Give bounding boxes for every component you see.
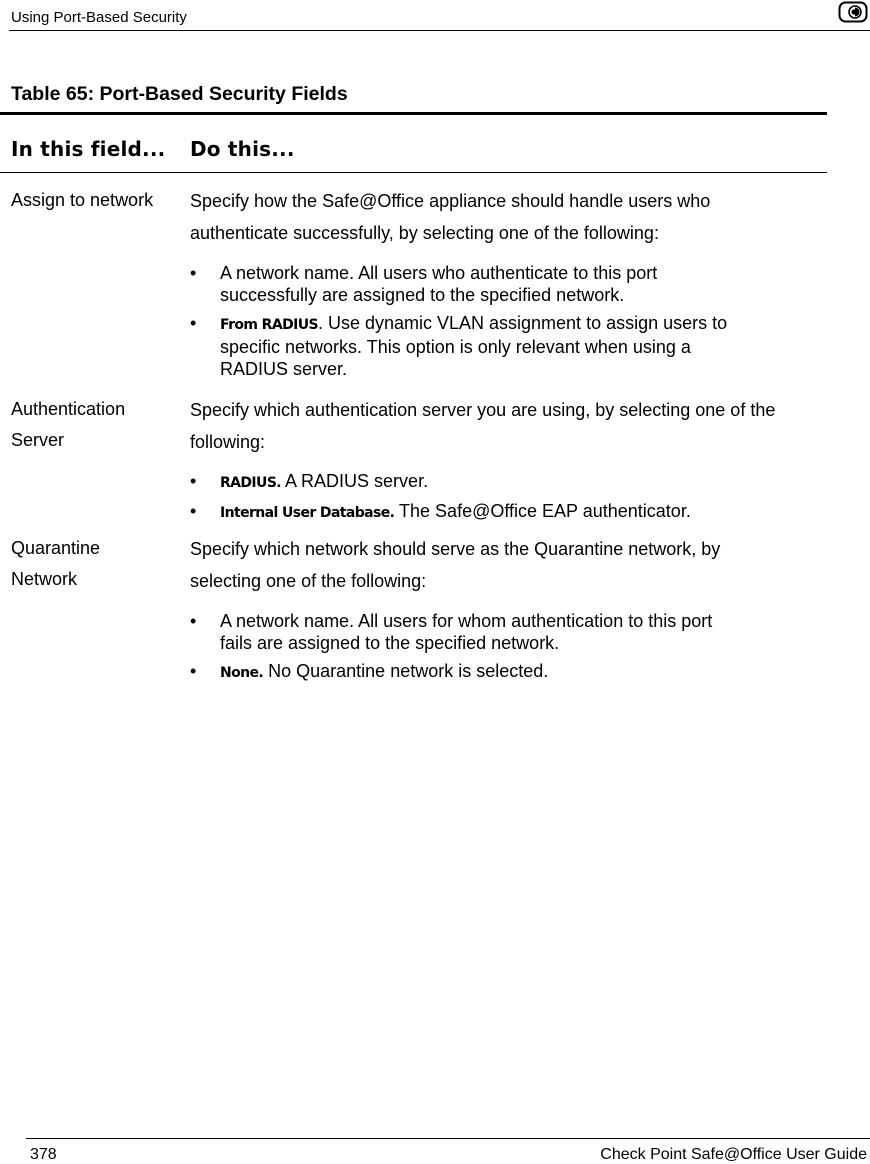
options-list-authentication-server bbox=[190, 470, 810, 530]
field-assign-to-network: Assign to network bbox=[11, 190, 154, 210]
page-number: 378 bbox=[30, 1146, 57, 1163]
option-keyword: Internal User Database. bbox=[220, 505, 395, 521]
list-item: • A network name. All users for whom authentication to this port fails are assigned to the specified network. bbox=[190, 610, 810, 654]
description-authentication-server: Specify which authentication server you are using, by selecting one of the following: bbox=[190, 400, 776, 452]
options-list-quarantine-network bbox=[190, 610, 810, 690]
footer-rule bbox=[26, 1138, 870, 1139]
list-item: • None. No Quarantine network is selected. bbox=[190, 660, 810, 684]
description-assign-to-network: Specify how the Safe@Office appliance should handle users who authenticate successfully, by selecting one of the following: bbox=[190, 191, 711, 243]
option-keyword: RADIUS. bbox=[220, 475, 282, 491]
description-quarantine-network: Specify which network should serve as the Quarantine network, by selecting one of the following: bbox=[190, 539, 721, 591]
list-item: • Internal User Database. The Safe@Office EAP authenticator. bbox=[190, 500, 810, 524]
option-keyword: None. bbox=[220, 665, 264, 681]
list-item: • From RADIUS. Use dynamic VLAN assignment to assign users to specific networks. This option is only relevant when using a RADIUS server. bbox=[190, 312, 810, 380]
field-quarantine-network: Quarantine Network bbox=[11, 538, 101, 589]
column-header-action: Do this... bbox=[190, 137, 295, 161]
option-keyword: From RADIUS bbox=[220, 317, 318, 333]
guide-title: Check Point Safe@Office User Guide bbox=[600, 1146, 867, 1163]
column-header-field: In this field... bbox=[11, 137, 166, 161]
check-point-logo-icon bbox=[838, 1, 868, 23]
list-item: • RADIUS. A RADIUS server. bbox=[190, 470, 810, 494]
list-item: • A network name. All users who authenticate to this port successfully are assigned to the specified network. bbox=[190, 262, 810, 306]
field-authentication-server: Authentication Server bbox=[11, 399, 126, 450]
section-title: Using Port-Based Security bbox=[11, 9, 187, 26]
options-list-assign-to-network bbox=[190, 262, 810, 386]
page-header bbox=[9, 0, 870, 31]
table-top-rule bbox=[0, 112, 827, 115]
table-caption: Table 65: Port-Based Security Fields bbox=[11, 83, 348, 105]
table-header-rule bbox=[0, 172, 827, 173]
